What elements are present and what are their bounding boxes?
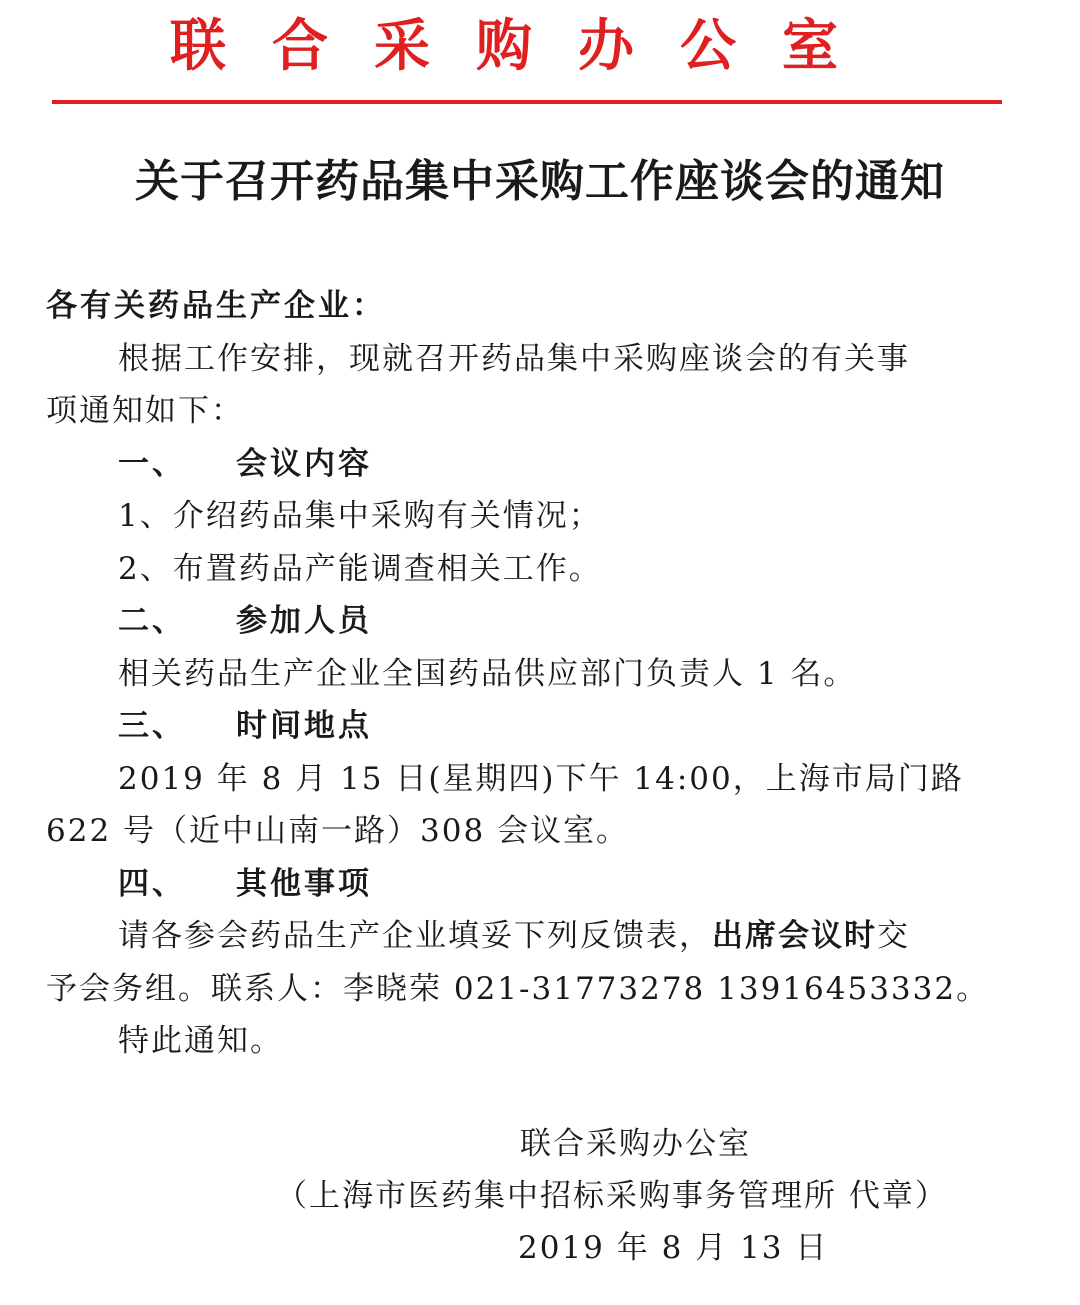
signature-org: 联合采购办公室 [520,1126,751,1162]
signature-block [0,1118,1080,1274]
section-4-title: 其他事项 [236,865,372,902]
section-4-line-1-part-2: 交 [877,918,910,954]
section-4-emphasis: 出席会议时 [712,918,877,954]
signature-sub-org: （上海市医药集中招标采购事务管理所 代章） [276,1178,948,1214]
section-4-number: 四、 [118,865,186,902]
intro-line-1: 根据工作安排，现就召开药品集中采购座谈会的有关事 [118,340,910,377]
section-3-title: 时间地点 [236,708,372,744]
notice-body [46,280,996,1068]
closing-line: 特此通知。 [118,1023,283,1059]
signature-date: 2019 年 8 月 13 日 [518,1230,829,1266]
section-2-heading [46,595,996,648]
salutation: 各有关药品生产企业： [46,288,386,324]
section-1-item-2: 2、布置药品产能调查相关工作。 [118,550,602,587]
section-2-number: 二、 [118,603,186,639]
red-divider [52,100,1002,104]
section-4-line-1-part-1: 请各参会药品生产企业填妥下列反馈表， [118,918,712,954]
section-3-line-1: 2019 年 8 月 15 日(星期四)下午 14:00，上海市局门路 [118,760,964,797]
section-1-title: 会议内容 [236,445,372,482]
section-3-line-2: 622 号（近中山南一路）308 会议室。 [46,813,630,849]
section-1-heading [46,438,996,491]
section-3-number: 三、 [118,708,186,744]
section-4-line-1 [46,910,996,963]
section-2-title: 参加人员 [236,603,372,639]
section-1-number: 一、 [118,445,186,482]
section-4-line-2: 予会务组。联系人：李晓荣 021-31773278 13916453332。 [46,970,990,1007]
intro-line-2: 项通知如下： [46,393,244,429]
section-3-heading [46,700,996,753]
section-1-item-1: 1、介绍药品集中采购有关情况； [118,498,602,534]
section-2-text: 相关药品生产企业全国药品供应部门负责人 1 名。 [118,655,857,692]
masthead-office-name: 联合采购办公室 [170,13,884,79]
document-title: 关于召开药品集中采购工作座谈会的通知 [135,156,945,207]
section-4-heading [46,858,996,911]
